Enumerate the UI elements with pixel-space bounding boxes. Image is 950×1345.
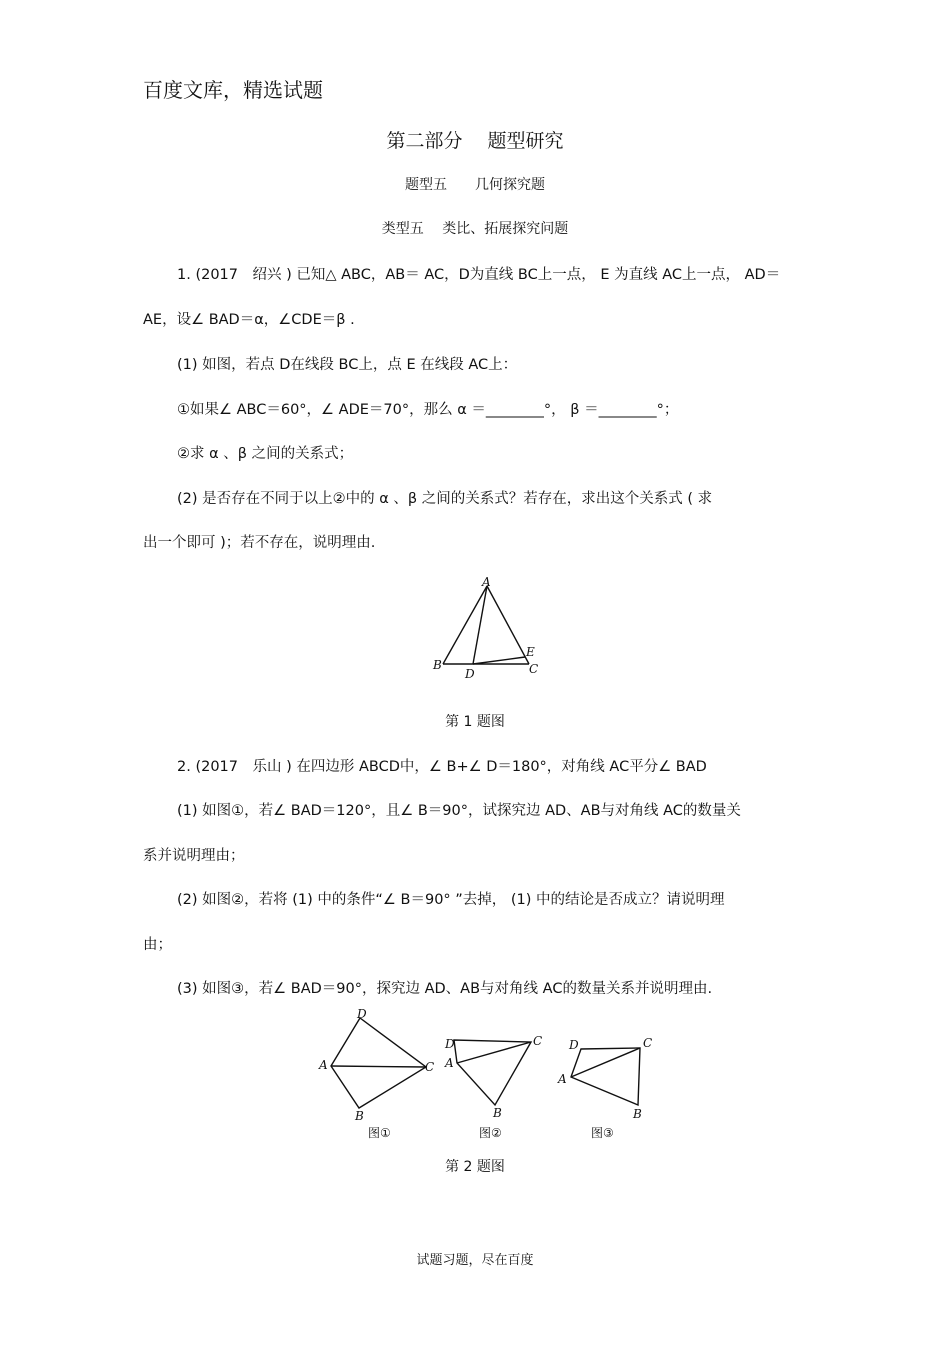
q2-fig1-label-d: D (357, 1007, 367, 1021)
q2-figure-1 (331, 1018, 426, 1108)
q2-fig1-label-b: B (355, 1109, 364, 1123)
q2-figure-3 (571, 1048, 640, 1105)
q2-fig1-caption: 图① (368, 1126, 391, 1140)
q1-caption: 第 1 题图 (445, 714, 505, 730)
q1-line-6: (2) 是否存在不同于以上②中的 α 、β 之间的关系式？若存在，求出这个关系式 ( 求 (177, 491, 713, 507)
q1-label-e: E (526, 645, 535, 659)
q1-label-c: C (529, 662, 539, 676)
q2-figure-2 (454, 1040, 531, 1105)
q1-line-2: AE，设∠ BAD＝α，∠CDE＝β . (143, 312, 355, 328)
q2-line-4: (2) 如图②，若将 (1) 中的条件“∠ B＝90° ”去掉， (1) 中的结论是否成立？请说明理 (177, 892, 725, 908)
q1-label-a: A (482, 575, 491, 589)
subsection-title: 类型五 类比、拓展探究问题 (381, 221, 569, 237)
q1-line-4: ①如果∠ ABC＝60°，∠ ADE＝70°，那么 α ＝________°， β ＝________°； (177, 402, 679, 418)
q2-fig2-label-d: D (445, 1037, 455, 1051)
q1-line-1: 1. (2017 绍兴 ) 已知△ ABC，AB＝ AC，D为直线 BC上一点， E 为直线 AC上一点， AD＝ (177, 267, 781, 283)
q2-fig3-label-d: D (569, 1038, 579, 1052)
q2-fig3-caption: 图③ (591, 1126, 614, 1140)
q1-segment-ac (487, 586, 529, 664)
header-title: 百度文库，精选试题 (143, 78, 323, 102)
q2-figures (315, 1005, 655, 1145)
q1-figure (425, 572, 545, 682)
q2-fig2-label-a: A (445, 1056, 454, 1070)
q2-fig3-label-b: B (633, 1107, 642, 1121)
q2-fig1-label-c: C (425, 1060, 435, 1074)
q2-line-3: 系并说明理由； (143, 848, 245, 864)
q2-fig2-caption: 图② (479, 1126, 502, 1140)
q1-label-d: D (465, 667, 475, 681)
q2-caption: 第 2 题图 (445, 1159, 505, 1175)
q1-line-7: 出一个即可 )；若不存在，说明理由. (143, 535, 376, 551)
q1-line-5: ②求 α 、β 之间的关系式； (177, 446, 354, 462)
q1-line-3: (1) 如图，若点 D在线段 BC上，点 E 在线段 AC上： (177, 357, 518, 373)
q2-line-1: 2. (2017 乐山 ) 在四边形 ABCD中，∠ B+∠ D＝180°，对角线 AC平分∠ BAD (177, 759, 707, 775)
q2-line-2: (1) 如图①，若∠ BAD＝120°，且∠ B＝90°，试探究边 AD、AB与对角线 AC的数量关 (177, 803, 741, 819)
footer-text: 试题习题，尽在百度 (416, 1253, 534, 1268)
q2-fig2-label-c: C (533, 1034, 543, 1048)
q2-fig3-label-a: A (558, 1072, 567, 1086)
q1-segment-de (473, 657, 525, 664)
q2-line-6: (3) 如图③，若∠ BAD＝90°，探究边 AD、AB与对角线 AC的数量关系并说明理由. (177, 981, 713, 997)
q2-line-5: 由； (143, 937, 172, 953)
q2-fig1-label-a: A (319, 1058, 328, 1072)
q2-fig3-label-c: C (643, 1036, 653, 1050)
part-title: 第二部分 题型研究 (386, 130, 564, 152)
q2-fig2-label-b: B (493, 1106, 502, 1120)
section-title: 题型五 几何探究题 (405, 177, 545, 193)
q1-label-b: B (433, 658, 442, 672)
